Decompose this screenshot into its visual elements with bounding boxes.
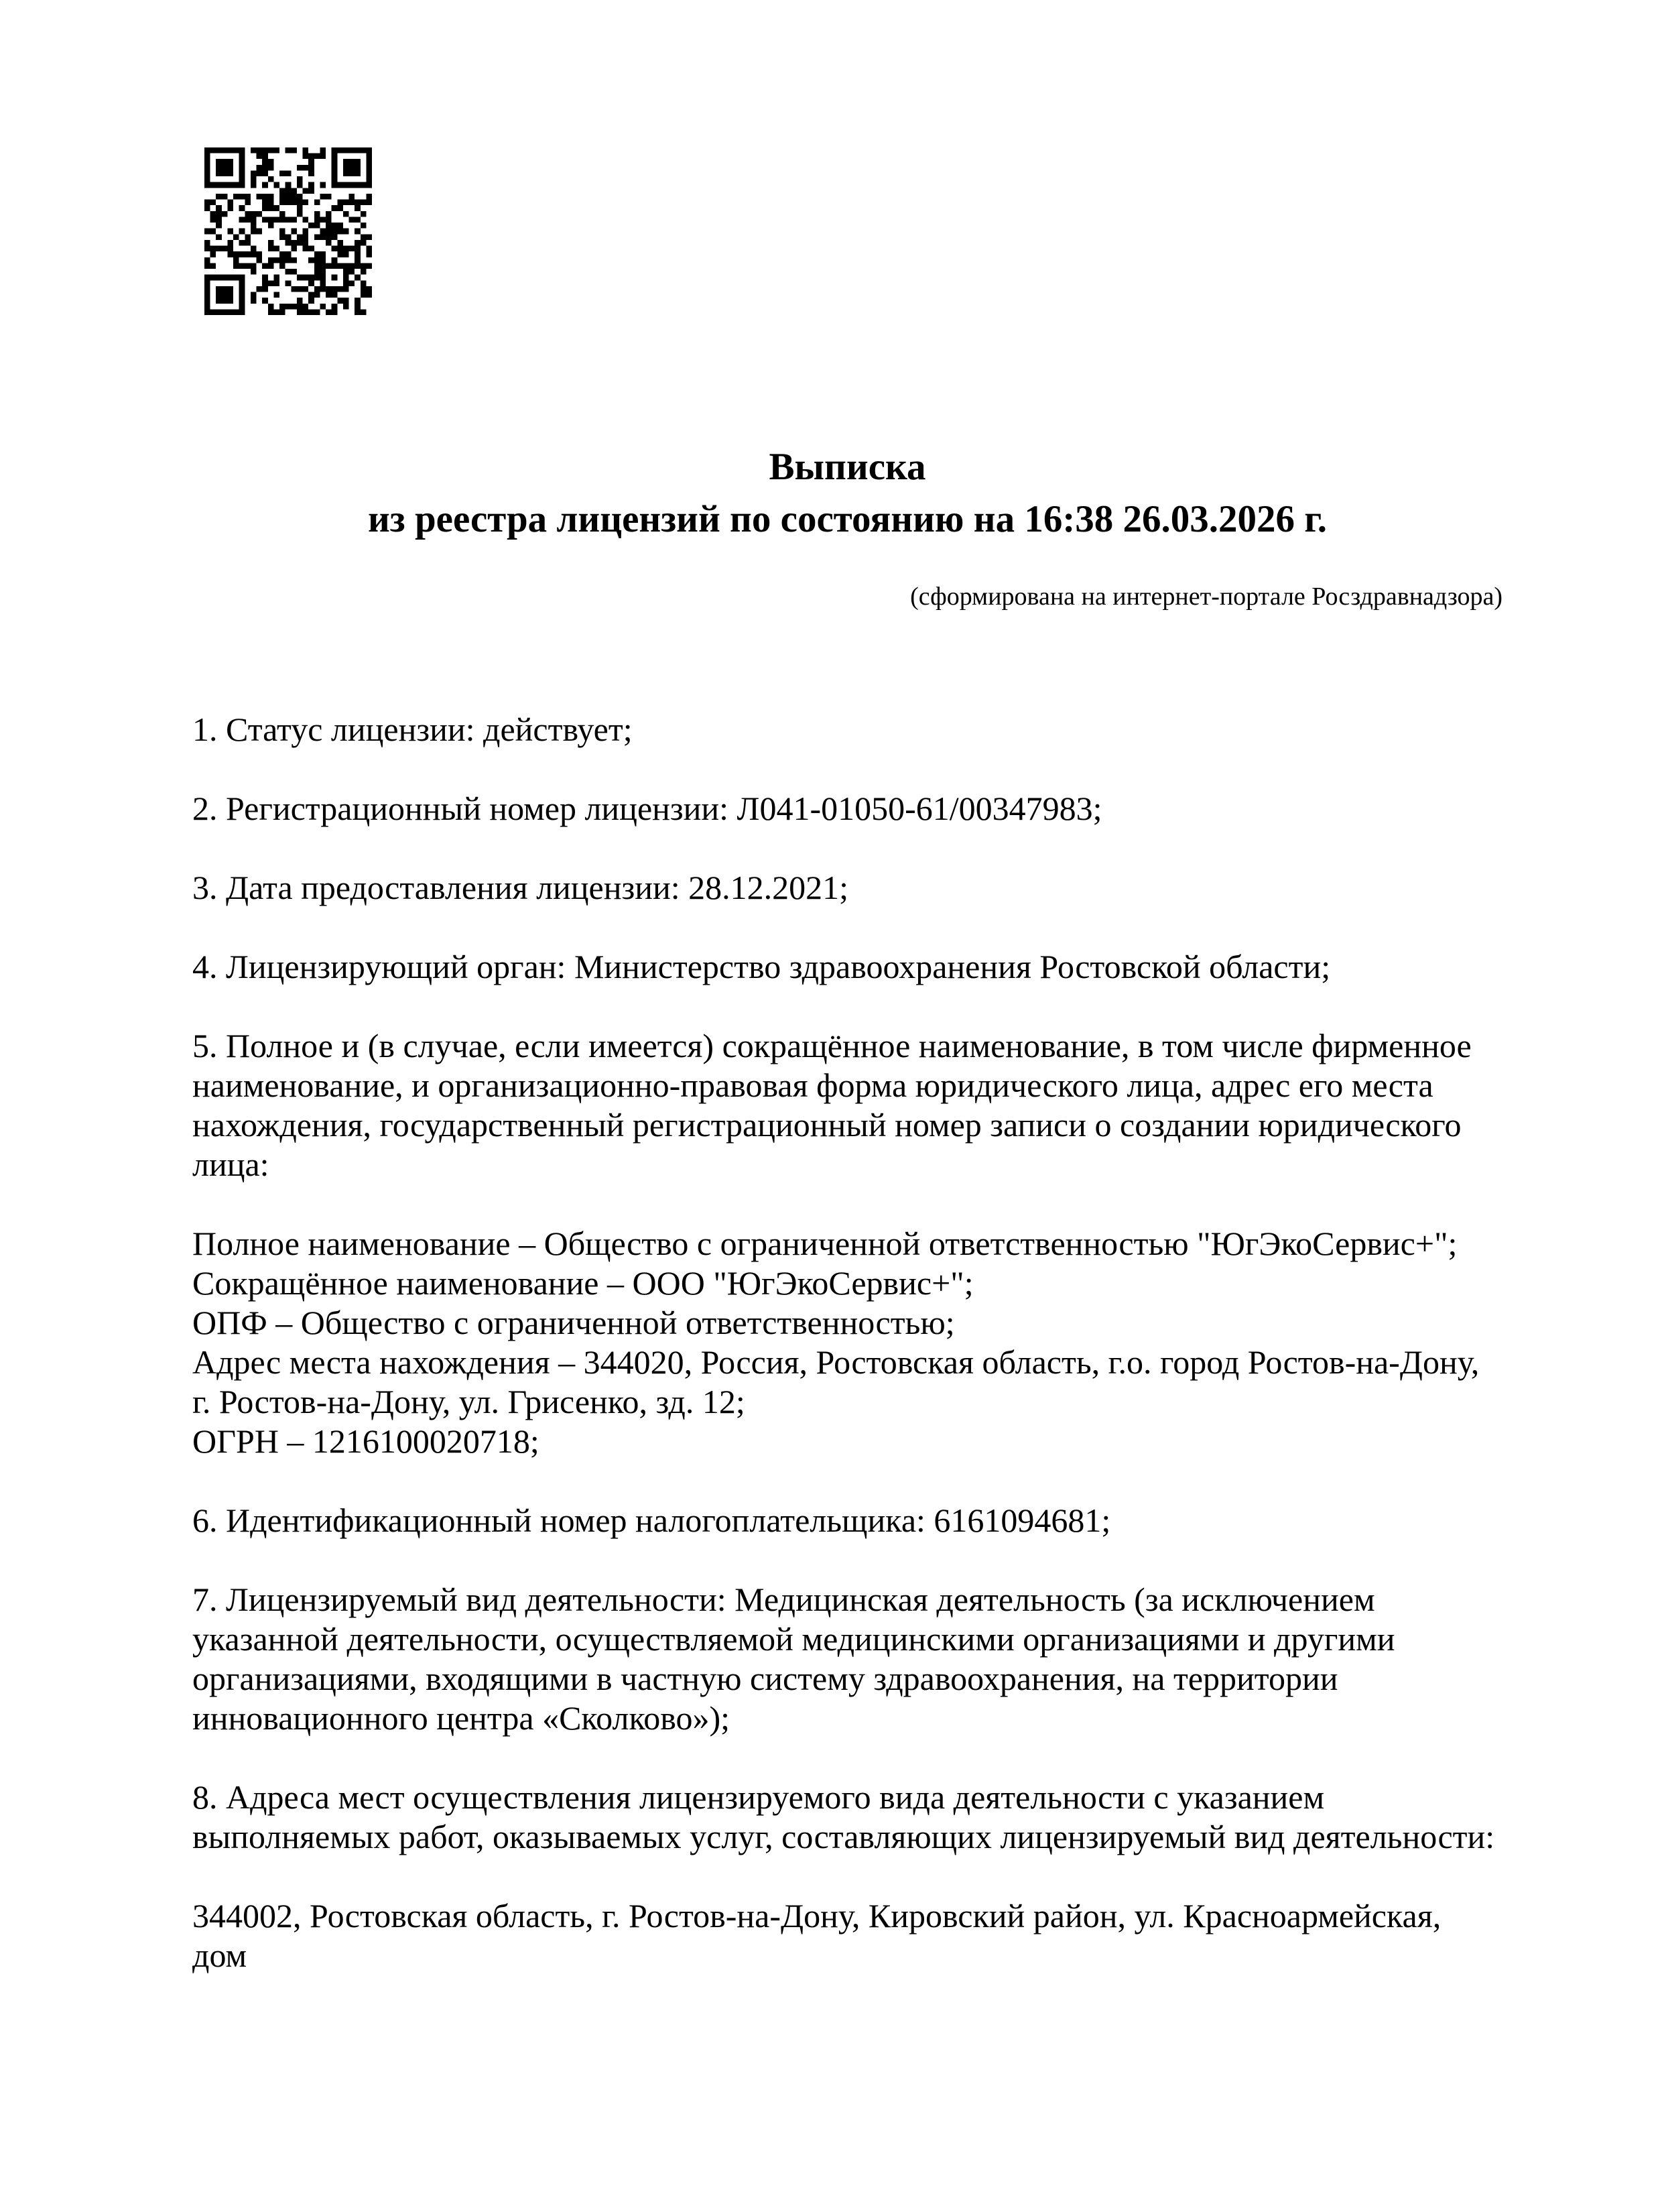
document-body	[192, 710, 1503, 1975]
paragraph	[192, 710, 1503, 749]
paragraph-line: 7. Лицензируемый вид деятельности: Медицинская деятельность (за исключением указанной деятельности, осуществляемой медицинскими организациями и другими организациями, входящими в частную систему здравоохранения, на территории инновационного центра «Сколково»);	[192, 1581, 1395, 1737]
paragraph-line: 4. Лицензирующий орган: Министерство здравоохранения Ростовской области;	[192, 948, 1331, 985]
document-content	[192, 0, 1503, 2015]
document-title-line2: из реестра лицензий по состоянию на 16:38 26.03.2026 г.	[367, 498, 1328, 540]
paragraph	[192, 868, 1503, 908]
document-title-line1: Выписка	[769, 446, 926, 488]
paragraph	[192, 1026, 1503, 1184]
paragraph	[192, 947, 1503, 987]
paragraph	[192, 1896, 1503, 1975]
document-subtitle: (сформирована на интернет-портале Росздравнадзора)	[910, 582, 1503, 611]
paragraph	[192, 789, 1503, 828]
paragraph-line: 2. Регистрационный номер лицензии: Л041-01050-61/00347983;	[192, 790, 1102, 827]
paragraph-line: 6. Идентификационный номер налогоплательщика: 6161094681;	[192, 1501, 1111, 1539]
paragraph-line: Адрес места нахождения – 344020, Россия, Ростовская область, г.о. город Ростов-на-Дону, г. Ростов-на-Дону, ул. Грисенко, зд. 12;	[192, 1343, 1480, 1420]
paragraph-line: 5. Полное и (в случае, если имеется) сокращённое наименование, в том числе фирменное наименование, и организационно-правовая форма юридического лица, адрес его места нахождения, государственный регистрационный номер записи о создании юридического лица:	[192, 1027, 1472, 1183]
paragraph	[192, 1778, 1503, 1857]
paragraph-line: 3. Дата предоставления лицензии: 28.12.2021;	[192, 869, 849, 906]
paragraph-line: Сокращённое наименование – ООО "ЮгЭкоСервис+";	[192, 1264, 974, 1302]
paragraph-line: 344002, Ростовская область, г. Ростов-на-Дону, Кировский район, ул. Красноармейская, дом	[192, 1897, 1442, 1974]
paragraph	[192, 1580, 1503, 1738]
paragraph	[192, 1224, 1503, 1461]
paragraph-line: Полное наименование – Общество с ограниченной ответственностью "ЮгЭкоСервис+";	[192, 1225, 1458, 1262]
document-title	[192, 441, 1503, 546]
paragraph-line: ОГРН – 1216100020718;	[192, 1422, 539, 1460]
paragraph	[192, 1501, 1503, 1540]
paragraph-line: 1. Статус лицензии: действует;	[192, 711, 633, 748]
paragraph-line: ОПФ – Общество с ограниченной ответственностью;	[192, 1304, 955, 1341]
paragraph-line: 8. Адреса мест осуществления лицензируемого вида деятельности с указанием выполняемых работ, оказываемых услуг, составляющих лицензируемый вид деятельности:	[192, 1778, 1495, 1855]
